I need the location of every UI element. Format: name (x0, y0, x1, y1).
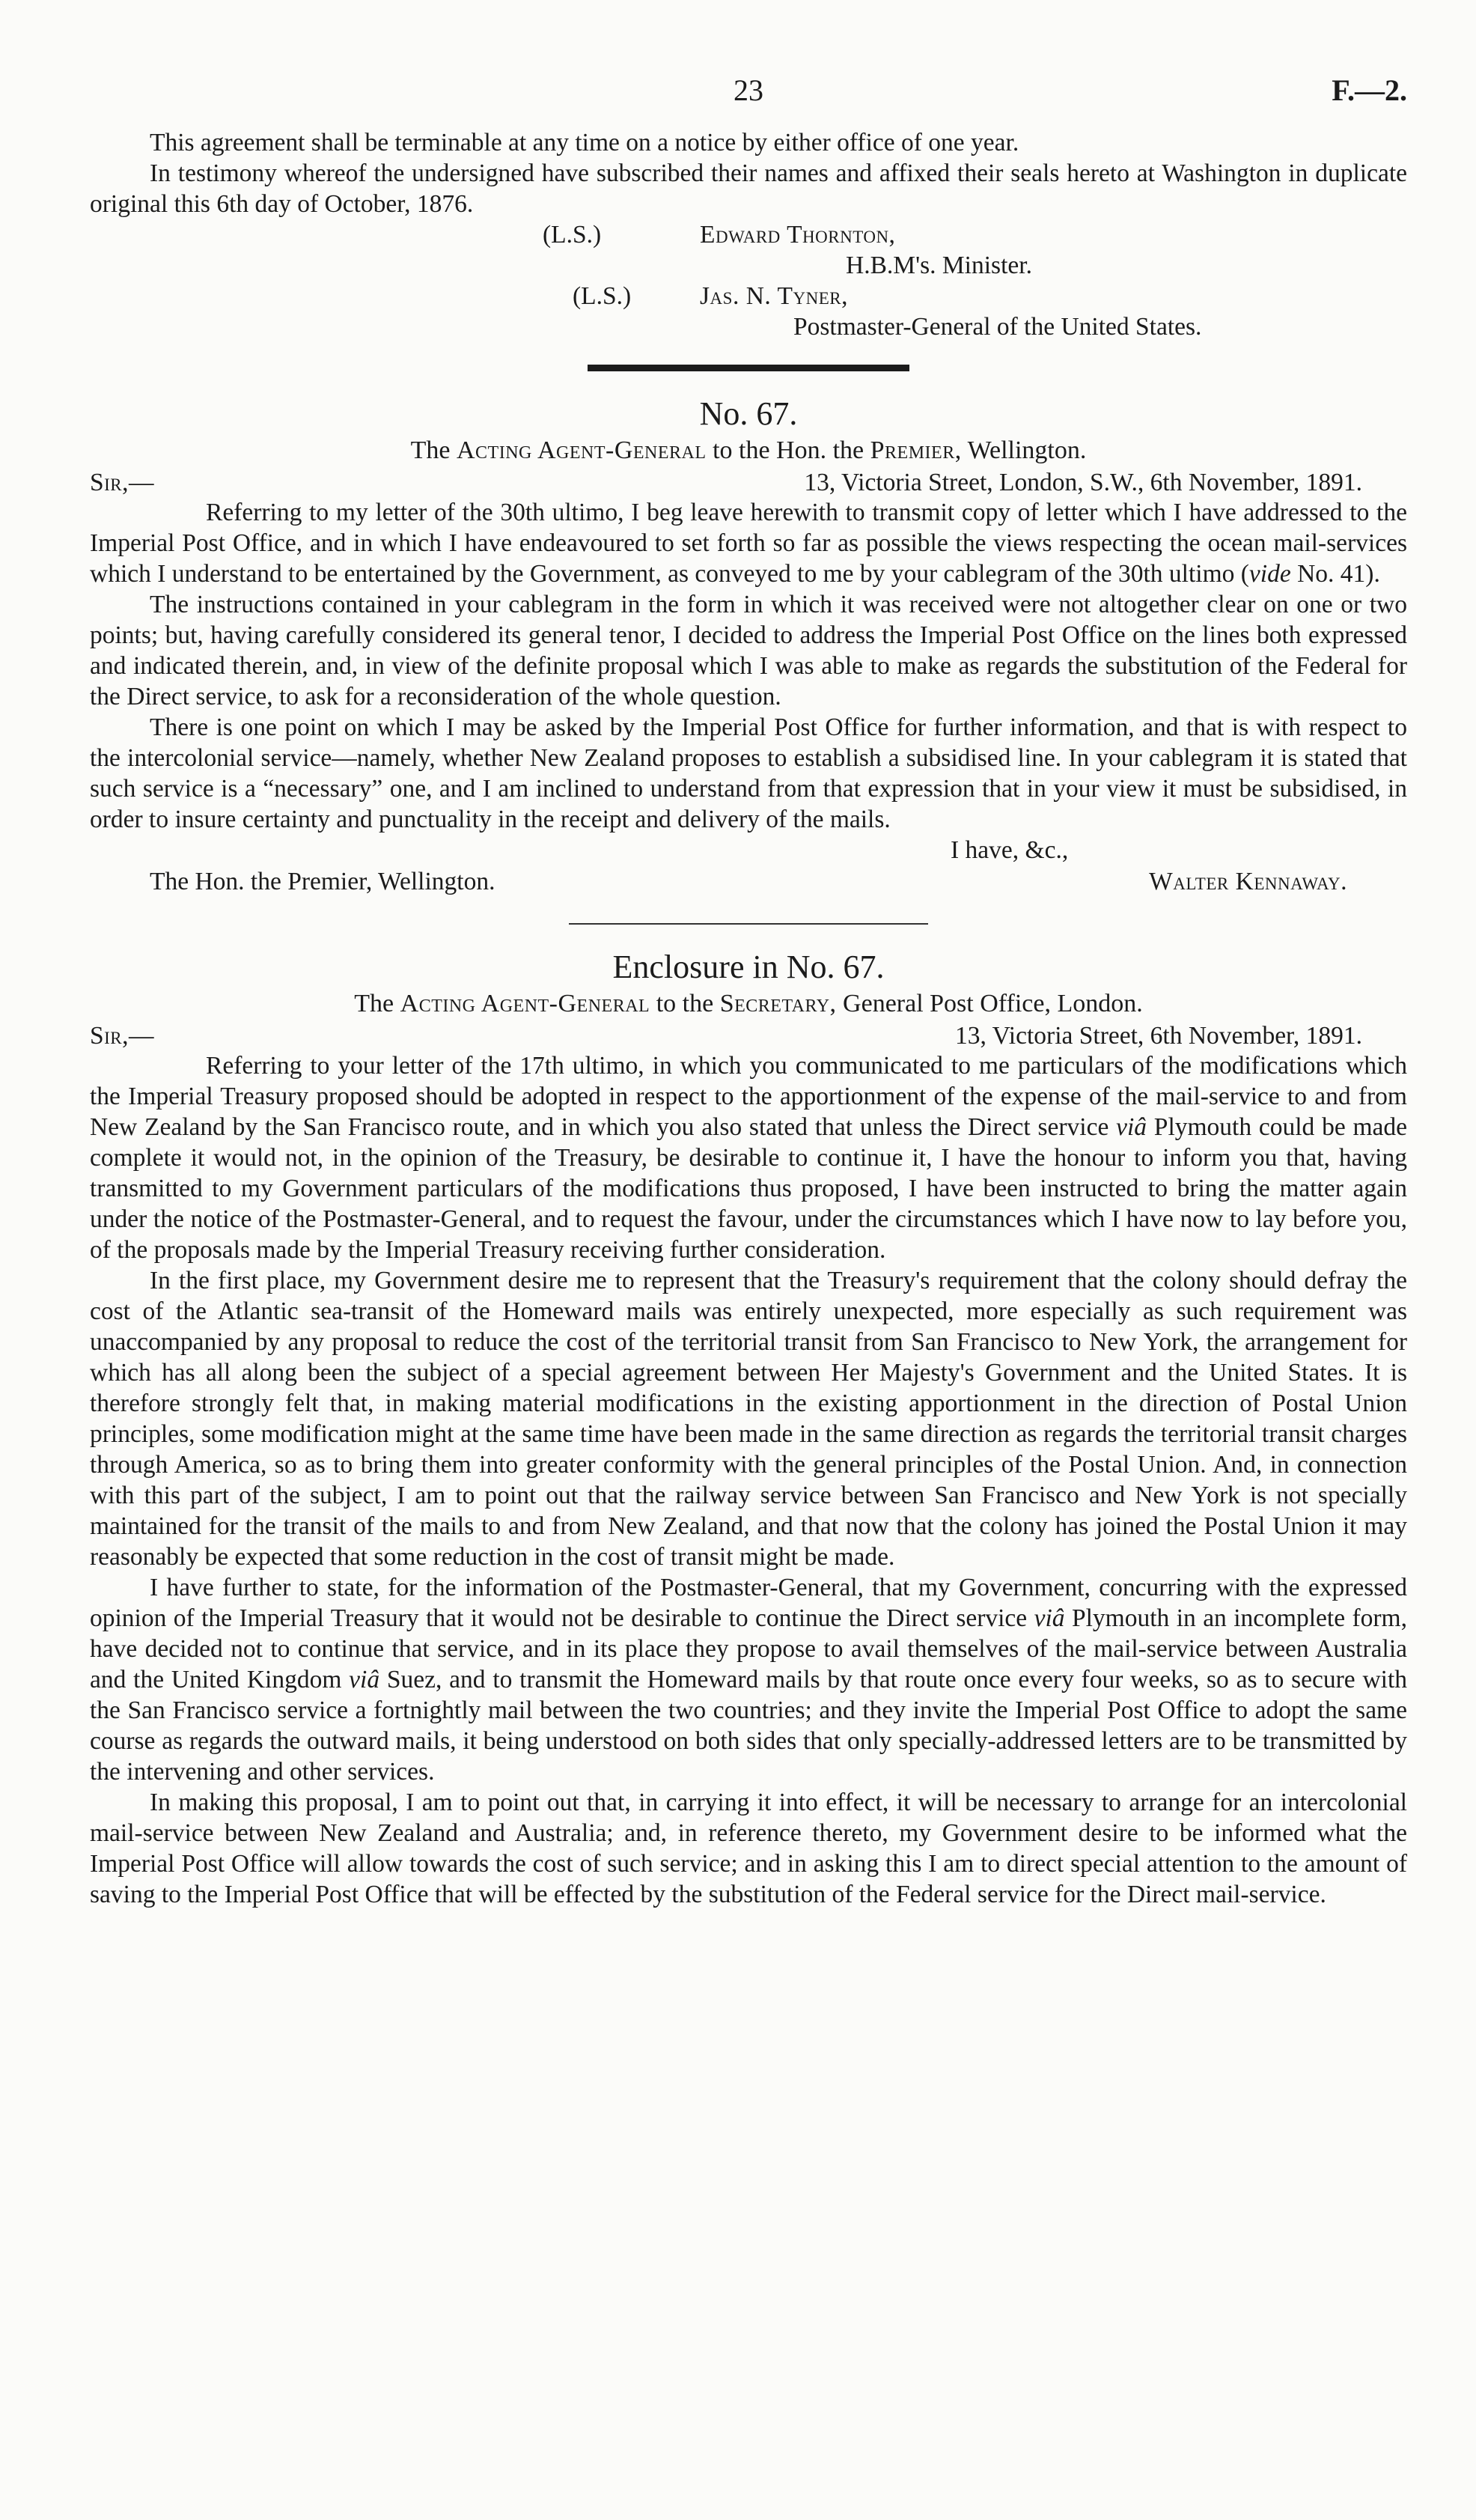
letter-closing (90, 835, 1407, 898)
page-number: 23 (734, 73, 763, 107)
agreement-paragraph: This agreement shall be terminable at any time on a notice by either office of one year. (150, 129, 1019, 156)
letter-paragraph: In the first place, my Government desire me to represent that the Treasury's requirement that the colony should defray the cost of the Atlantic sea-transit of the Homeward mails was entirely unexpected, more especially as such requirement was unaccompanied by any proposal to reduce the cost of the territorial transit from San Francisco to New York, the arrangement for which has all along been the subject of a special agreement between Her Majesty's Government and the United States. It is therefore strongly felt that, in making material modifications in the existing apportionment in the direction of Postal Union principles, some modification might at the same time have been made in the same direction as regards the territorial transit charges through America, so as to bring them into greater conformity with the general principles of the Postal Union. And, in connection with this part of the subject, I am to point out that the railway service between San Francisco and New York is not specially maintained for the transit of the mails to and from New Zealand, and that now that the colony has joined the Postal Union it may reasonably be expected that some reduction in the cost of transit might be made. (90, 1267, 1407, 1571)
agreement-signatures (90, 219, 1407, 342)
subtitle-text: to the (656, 990, 714, 1017)
section-divider (569, 923, 928, 925)
signer-title: Postmaster-General of the United States. (793, 313, 1202, 341)
subtitle-text: to the Hon. the (713, 436, 864, 464)
enclosure-title: Enclosure in No. 67. (612, 949, 885, 985)
addressee: The Hon. the Premier, Wellington. (150, 868, 495, 895)
seal-mark: (L.S.) (573, 282, 632, 310)
signer-name: Edward Thornton, (700, 221, 896, 249)
salutation-row (90, 1020, 1407, 1050)
text-italic: viâ (1116, 1113, 1147, 1141)
letter-title: No. 67. (699, 395, 798, 432)
subtitle-text: General Post Office, London. (843, 990, 1143, 1017)
seal-mark: (L.S.) (543, 221, 602, 249)
sender: Acting Agent-General (400, 990, 650, 1017)
text-italic: vide (1248, 560, 1291, 588)
salutation-row (90, 467, 1407, 497)
recipient: Secretary, (719, 990, 837, 1017)
text: Plymouth in an incomplete form, have decided not to continue that service, and in its place they propose to avail themselves of the mail-service between Australia and the United Kingdom (90, 1604, 1407, 1693)
testimony-paragraph: In testimony whereof the undersigned have subscribed their names and affixed their seals hereto at Washington in duplicate original this 6th day of October, 1876. (90, 159, 1407, 218)
letter-address: 13, Victoria Street, London, S.W., 6th November, 1891. (804, 469, 1362, 496)
letter-subtitle (90, 434, 1407, 467)
sender: Acting Agent-General (456, 436, 707, 464)
recipient: Premier, (870, 436, 962, 464)
text: Referring to your letter of the 17th ultimo, in which you communicated to me particulars of the modifications which the Imperial Treasury proposed should be adopted in respect to the apportionment of the expense of the mail-service to and from New Zealand by the San Francisco route, and in which you also stated that unless the Direct service (90, 1052, 1407, 1141)
salutation: Sir,— (90, 469, 155, 496)
text-italic: viâ (1034, 1604, 1065, 1632)
salutation: Sir,— (90, 1022, 155, 1050)
text: Plymouth could be made complete it would not, in the opinion of the Treasury, be desirable to continue it, I have the honour to inform you that, having transmitted to my Government particulars of the modifications thus proposed, I have been instructed to bring the matter again under the notice of the Postmaster-General, and to request the favour, under the circumstances which I have now to lay before you, of the proposals made by the Imperial Treasury receiving further consideration. (90, 1113, 1407, 1264)
closing-phrase: I have, &c., (951, 836, 1069, 864)
enclosure-subtitle (90, 987, 1407, 1020)
letter-paragraph (90, 1572, 1407, 1787)
text: No. 41). (1290, 560, 1380, 588)
subtitle-text: Wellington. (967, 436, 1087, 464)
text: Suez, and to transmit the Homeward mails by that route once every four weeks, so as to secure with the San Francisco service a fortnightly mail between the two countries; and they invite the Imperial Post Office to adopt the same course as regards the outward mails, it being understood on both sides that only specially-addressed letters are to be transmitted by the intervening and other services. (90, 1666, 1408, 1786)
letter-67 (90, 394, 1407, 898)
enclosure-67 (90, 947, 1407, 1910)
subtitle-text: The (354, 990, 394, 1017)
text: Referring to my letter of the 30th ultimo, I beg leave herewith to transmit copy of letter which I have addressed to the Imperial Post Office, and in which I have endeavoured to set forth so far as possible the views respecting the ocean mail-services which I understand to be entertained by the Government, as conveyed to me by your cablegram of the 30th ultimo ( (90, 499, 1407, 588)
document-page (90, 75, 1407, 1910)
letter-address: 13, Victoria Street, 6th November, 1891. (954, 1022, 1362, 1050)
document-code: F.—2. (1332, 73, 1407, 107)
text: I have further to state, for the information of the Postmaster-General, that my Government, concurring with the expressed opinion of the Imperial Treasury that it would not be desirable to continue the Direct service (90, 1574, 1407, 1632)
page-header (90, 75, 1407, 127)
letter-paragraph: In making this proposal, I am to point out that, in carrying it into effect, it will be necessary to arrange for an intercolonial mail-service between New Zealand and Australia; and, in reference thereto, my Government desire to be informed what the Imperial Post Office will allow towards the cost of such service; and in asking this I am to direct special attention to the amount of saving to the Imperial Post Office that will be effected by the substitution of the Federal service for the Direct mail-service. (90, 1789, 1407, 1908)
text-italic: viâ (349, 1666, 380, 1693)
letter-paragraph (90, 497, 1407, 589)
subtitle-text: The (410, 436, 451, 464)
signer-title: H.B.M's. Minister. (846, 252, 1032, 279)
letter-paragraph (90, 1050, 1407, 1265)
agreement-section (90, 127, 1407, 342)
signature: Walter Kennaway. (1149, 868, 1347, 895)
signer-name: Jas. N. Tyner, (700, 282, 848, 310)
letter-paragraph: There is one point on which I may be asked by the Imperial Post Office for further information, and that is with respect to the intercolonial service—namely, whether New Zealand proposes to establish a subsidised line. In your cablegram it is stated that such service is a “necessary” one, and I am inclined to understand from that expression that in your view it must be subsidised, in order to insure certainty and punctuality in the receipt and delivery of the mails. (90, 713, 1407, 833)
section-divider (588, 365, 909, 371)
letter-paragraph: The instructions contained in your cablegram in the form in which it was received were not altogether clear on one or two points; but, having carefully considered its general tenor, I decided to address the Imperial Post Office on the lines both expressed and indicated therein, and, in view of the definite proposal which I was able to make as regards the substitution of the Federal for the Direct service, to ask for a reconsideration of the whole question. (90, 591, 1407, 710)
